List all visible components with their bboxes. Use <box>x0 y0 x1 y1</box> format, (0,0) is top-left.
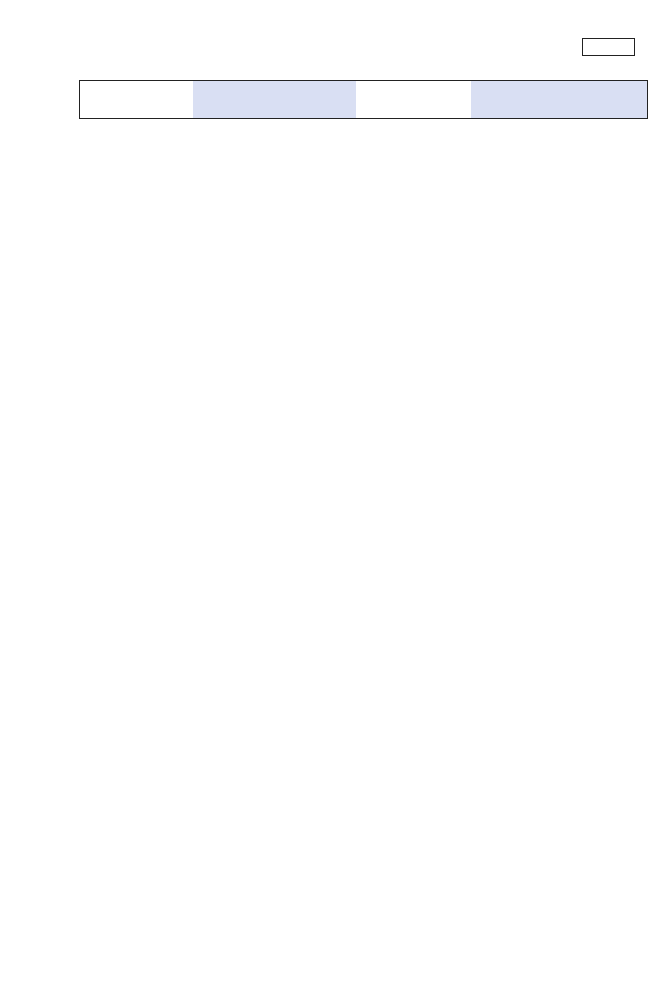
notes <box>26 947 48 958</box>
